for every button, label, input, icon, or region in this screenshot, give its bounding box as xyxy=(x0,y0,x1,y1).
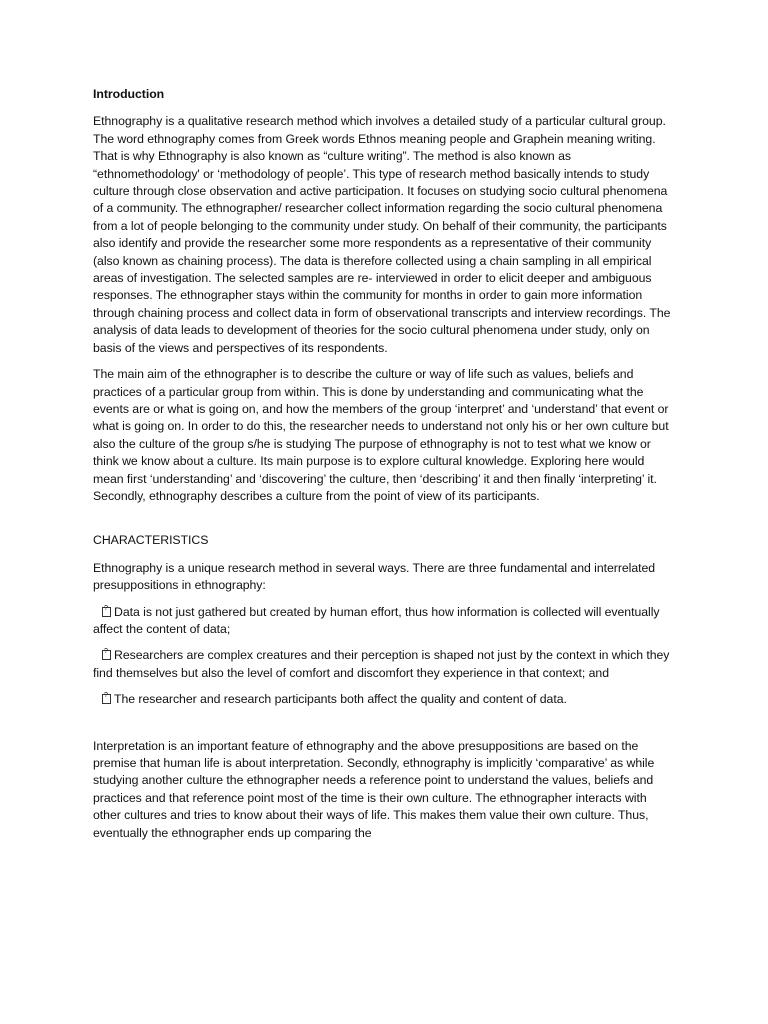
page-title: Introduction xyxy=(93,87,165,101)
list-item-text: Data is not just gathered but created by human effort, thus how information is collected will eventually affect the content of data; xyxy=(93,604,660,636)
document-page xyxy=(93,86,673,851)
characteristics-heading: CHARACTERISTICS xyxy=(93,533,209,548)
list-item-text: The researcher and research participants both affect the quality and content of data. xyxy=(114,692,567,707)
bullet-icon xyxy=(102,650,111,660)
list-item xyxy=(93,691,673,708)
closing-paragraph: Interpretation is an important feature of ethnography and the above presuppositions are based on the premise that human life is about interpretation. Secondly, ethnography is implicitly ‘comparative’ as while studying another culture the ethnographer needs a reference point to understand the values, beliefs and practices and that reference point most of the time is their own culture. The ethnographer interacts with other cultures and tries to know about their ways of life. This makes them value their own culture. Thus, eventually the ethnographer ends up comparing the xyxy=(93,738,655,840)
characteristics-intro: Ethnography is a unique research method in several ways. There are three fundamental and interrelated presuppositions in ethnography: xyxy=(93,560,656,593)
bullet-icon xyxy=(102,607,111,617)
list-item-text: Researchers are complex creatures and their perception is shaped not just by the context in which they find themselves but also the level of comfort and discomfort they experience in that context; and xyxy=(93,648,670,680)
bullet-icon xyxy=(102,694,111,704)
intro-paragraph-2: The main aim of the ethnographer is to describe the culture or way of life such as values, beliefs and practices of a particular group from within. This is done by understanding and communicating what the events are or what is going on, and how the members of the group ‘interpret’ and ‘understand’ that event or what is going on. In order to do this, the researcher needs to understand not only his or her own culture but also the culture of the group s/he is studying The purpose of ethnography is not to test what we know or think we know about a culture. Its main purpose is to explore cultural knowledge. Exploring here would mean first ‘understanding’ and ‘discovering’ the culture, then ‘describing’ it and then finally ‘interpreting’ it. Secondly, ethnography describes a culture from the point of view of its participants. xyxy=(93,367,669,503)
list-item xyxy=(93,647,673,682)
spacer xyxy=(93,718,673,738)
list-item xyxy=(93,604,673,639)
spacer xyxy=(93,514,673,532)
intro-paragraph-1: Ethnography is a qualitative research method which involves a detailed study of a particular cultural group. The word ethnography comes from Greek words Ethnos meaning people and Graphein meaning writing. That is why Ethnography is also known as “culture writing”. The method is also known as “ethnomethodology' or ‘methodology of people’. This type of research method basically intends to study culture through close observation and active participation. It focuses on studying socio cultural phenomena of a community. The ethnographer/ researcher collect information regarding the socio cultural phenomena from a lot of people belonging to the community under study. On behalf of their community, the participants also identify and provide the researcher some more respondents as a representative of their community (also known as chaining process). The data is therefore collected using a chain sampling in all empirical areas of investigation. The selected samples are re- interviewed in order to elicit deeper and ambiguous responses. The ethnographer stays within the community for months in order to gain more information through chaining process and collect data in form of observational transcripts and interview recordings. The analysis of data leads to development of theories for the socio cultural phenomena under study, only on basis of the views and perspectives of its respondents. xyxy=(93,114,671,355)
